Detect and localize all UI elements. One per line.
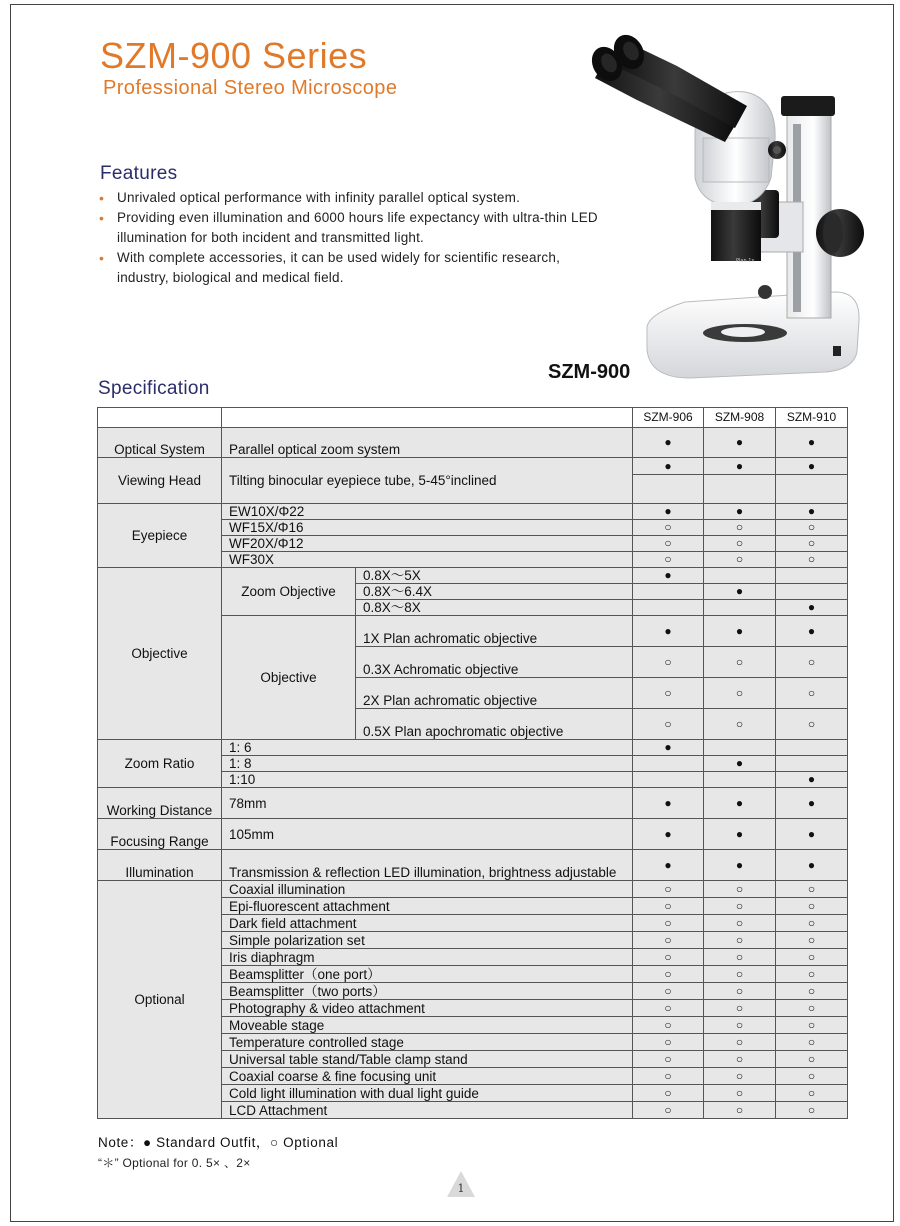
page-number-badge (446, 1170, 476, 1198)
subcategory-cell: Objective (222, 616, 356, 740)
lens-text: Plan 1x (736, 258, 755, 264)
model-header: SZM-910 (776, 408, 848, 428)
mark-cell: ● (704, 428, 776, 458)
mark-cell: ● (776, 616, 848, 647)
mark-cell: ○ (776, 949, 848, 966)
mark-cell (704, 772, 776, 788)
mark-cell: ○ (704, 1034, 776, 1051)
mark-cell: ○ (633, 647, 704, 678)
mark-cell (776, 740, 848, 756)
mark-cell: ○ (633, 983, 704, 1000)
mark-cell: ○ (776, 898, 848, 915)
mark-cell: ○ (776, 1000, 848, 1017)
mark-cell: ○ (633, 966, 704, 983)
mark-cell: ○ (633, 949, 704, 966)
item-cell: 0.8X～8X (356, 600, 633, 616)
mark-cell (704, 740, 776, 756)
mark-cell (776, 568, 848, 584)
bullet-icon: • (99, 210, 105, 226)
item-cell: 78mm (222, 788, 633, 819)
mark-cell: ○ (776, 520, 848, 536)
mark-cell (633, 756, 704, 772)
mark-cell: ● (704, 756, 776, 772)
model-header: SZM-906 (633, 408, 704, 428)
mark-cell (776, 756, 848, 772)
mark-cell: ○ (633, 881, 704, 898)
mark-cell: ○ (704, 983, 776, 1000)
item-cell: LCD Attachment (222, 1102, 633, 1119)
item-cell: Photography & video attachment (222, 1000, 633, 1017)
specification-table (97, 407, 848, 1119)
header-blank-cell (222, 408, 633, 428)
page-subtitle: Professional Stereo Microscope (103, 77, 398, 99)
mark-cell (633, 475, 704, 504)
mark-cell: ○ (704, 966, 776, 983)
category-cell: Optical System (98, 428, 222, 458)
category-cell: Zoom Ratio (98, 740, 222, 788)
mark-cell: ● (633, 504, 704, 520)
item-cell: WF20X/Φ12 (222, 536, 633, 552)
item-cell: WF30X (222, 552, 633, 568)
mark-cell: ● (704, 850, 776, 881)
mark-cell: ○ (633, 1034, 704, 1051)
table-row (98, 850, 848, 881)
mark-cell: ○ (704, 678, 776, 709)
mark-cell: ● (633, 819, 704, 850)
mark-cell: ● (776, 819, 848, 850)
mark-cell: ● (633, 428, 704, 458)
table-row (98, 568, 848, 584)
mark-cell: ○ (776, 966, 848, 983)
mark-cell: ● (633, 568, 704, 584)
category-cell: Optional (98, 881, 222, 1119)
mark-cell: ○ (776, 881, 848, 898)
mark-cell: ○ (633, 709, 704, 740)
mark-cell: ○ (704, 915, 776, 932)
mark-cell: ○ (704, 949, 776, 966)
mark-cell: ○ (704, 536, 776, 552)
mark-cell: ● (704, 504, 776, 520)
mark-cell: ○ (704, 1085, 776, 1102)
mark-cell: ● (776, 600, 848, 616)
table-row (98, 504, 848, 520)
mark-cell: ○ (633, 552, 704, 568)
mark-cell: ○ (776, 1051, 848, 1068)
mark-cell: ○ (776, 983, 848, 1000)
mark-cell: ○ (704, 1000, 776, 1017)
mark-cell: ● (704, 819, 776, 850)
mark-cell (776, 475, 848, 504)
mark-cell (633, 584, 704, 600)
mark-cell: ○ (776, 915, 848, 932)
feature-text: Unrivaled optical performance with infinity parallel optical system. (117, 190, 521, 205)
item-cell: Coaxial coarse & fine focusing unit (222, 1068, 633, 1085)
item-cell: Dark field attachment (222, 915, 633, 932)
table-row (98, 428, 848, 458)
subcategory-cell: Zoom Objective (222, 568, 356, 616)
mark-cell: ● (776, 458, 848, 475)
mark-cell: ○ (704, 647, 776, 678)
item-cell: Tilting binocular eyepiece tube, 5-45°inclined (222, 458, 633, 504)
mark-cell (633, 772, 704, 788)
feature-item (98, 248, 598, 288)
item-cell: Cold light illumination with dual light guide (222, 1085, 633, 1102)
mark-cell: ○ (776, 1085, 848, 1102)
item-cell: 1: 8 (222, 756, 633, 772)
mark-cell: ● (704, 788, 776, 819)
mark-cell: ○ (704, 898, 776, 915)
page-number: 1 (457, 1182, 465, 1195)
mark-cell: ○ (704, 520, 776, 536)
item-cell: Epi-fluorescent attachment (222, 898, 633, 915)
item-cell: Beamsplitter（one port） (222, 966, 633, 983)
mark-cell: ● (776, 772, 848, 788)
item-cell: Moveable stage (222, 1017, 633, 1034)
mark-cell: ○ (633, 898, 704, 915)
mark-cell: ● (704, 616, 776, 647)
mark-cell: ● (633, 850, 704, 881)
feature-text: Providing even illumination and 6000 hours life expectancy with ultra-thin LED illumination for both incident and transmitted light. (117, 210, 598, 245)
page-title: SZM-900 Series (100, 35, 368, 76)
model-label: SZM-900 (548, 361, 631, 383)
mark-cell: ○ (633, 1085, 704, 1102)
mark-cell: ○ (704, 1102, 776, 1119)
mark-cell: ○ (633, 1102, 704, 1119)
category-cell: Viewing Head (98, 458, 222, 504)
item-cell: EW10X/Φ22 (222, 504, 633, 520)
mark-cell: ● (633, 788, 704, 819)
table-row (98, 788, 848, 819)
feature-item (98, 188, 598, 208)
mark-cell (704, 600, 776, 616)
mark-cell: ○ (704, 552, 776, 568)
item-cell: 2X Plan achromatic objective (356, 678, 633, 709)
item-cell: 1X Plan achromatic objective (356, 616, 633, 647)
mark-cell: ● (633, 616, 704, 647)
mark-cell: ● (633, 458, 704, 475)
category-cell: Eyepiece (98, 504, 222, 568)
item-cell: WF15X/Φ16 (222, 520, 633, 536)
item-cell: 1:10 (222, 772, 633, 788)
model-header: SZM-908 (704, 408, 776, 428)
legend-note: Note：● Standard Outfit，○ Optional (98, 1135, 339, 1150)
mark-cell: ○ (704, 881, 776, 898)
mark-cell: ● (633, 740, 704, 756)
item-cell: Parallel optical zoom system (222, 428, 633, 458)
mark-cell: ○ (704, 1068, 776, 1085)
mark-cell: ○ (704, 709, 776, 740)
item-cell: 0.8X～6.4X (356, 584, 633, 600)
mark-cell: ● (776, 788, 848, 819)
table-header-row (98, 408, 848, 428)
mark-cell: ○ (633, 1068, 704, 1085)
header-blank-cell (98, 408, 222, 428)
mark-cell: ○ (776, 1102, 848, 1119)
item-cell: 0.8X～5X (356, 568, 633, 584)
bullet-icon: • (99, 250, 105, 266)
mark-cell: ● (776, 504, 848, 520)
feature-item (98, 208, 598, 248)
mark-cell: ○ (776, 678, 848, 709)
category-cell: Focusing Range (98, 819, 222, 850)
mark-cell: ● (776, 850, 848, 881)
mark-cell: ○ (633, 520, 704, 536)
mark-cell: ○ (776, 647, 848, 678)
mark-cell: ○ (633, 915, 704, 932)
mark-cell: ○ (776, 709, 848, 740)
mark-cell: ○ (633, 1000, 704, 1017)
item-cell: Temperature controlled stage (222, 1034, 633, 1051)
category-cell: Working Distance (98, 788, 222, 819)
mark-cell: ● (776, 428, 848, 458)
category-cell: Illumination (98, 850, 222, 881)
mark-cell (776, 584, 848, 600)
mark-cell: ○ (776, 552, 848, 568)
specification-heading: Specification (98, 378, 210, 399)
table-row (98, 458, 848, 475)
mark-cell: ○ (633, 536, 704, 552)
item-cell: 1: 6 (222, 740, 633, 756)
footnote: “＊” Optional for 0. 5× 、2× (98, 1156, 251, 1170)
table-row (98, 740, 848, 756)
mark-cell: ○ (776, 1068, 848, 1085)
mark-cell: ● (704, 458, 776, 475)
mark-cell: ○ (704, 932, 776, 949)
mark-cell: ○ (704, 1051, 776, 1068)
mark-cell: ○ (704, 1017, 776, 1034)
category-cell: Objective (98, 568, 222, 740)
mark-cell: ○ (776, 932, 848, 949)
mark-cell (633, 600, 704, 616)
mark-cell: ○ (633, 1017, 704, 1034)
features-heading: Features (100, 163, 178, 184)
mark-cell: ○ (633, 932, 704, 949)
feature-text: With complete accessories, it can be used widely for scientific research, industry, biological and medical field. (117, 250, 561, 285)
mark-cell: ○ (633, 1051, 704, 1068)
mark-cell: ○ (633, 678, 704, 709)
mark-cell: ● (704, 584, 776, 600)
item-cell: Transmission & reflection LED illumination, brightness adjustable (222, 850, 633, 881)
item-cell: 0.3X Achromatic objective (356, 647, 633, 678)
table-row (98, 881, 848, 898)
mark-cell: ○ (776, 536, 848, 552)
item-cell: 0.5X Plan apochromatic objective (356, 709, 633, 740)
item-cell: Simple polarization set (222, 932, 633, 949)
item-cell: 105mm (222, 819, 633, 850)
stereo-microscope-image (585, 30, 870, 400)
features-list (98, 188, 598, 288)
mark-cell: ○ (776, 1034, 848, 1051)
mark-cell (704, 475, 776, 504)
item-cell: Coaxial illumination (222, 881, 633, 898)
table-row (98, 819, 848, 850)
mark-cell (704, 568, 776, 584)
item-cell: Beamsplitter（two ports） (222, 983, 633, 1000)
item-cell: Universal table stand/Table clamp stand (222, 1051, 633, 1068)
bullet-icon: • (99, 190, 105, 206)
mark-cell: ○ (776, 1017, 848, 1034)
item-cell: Iris diaphragm (222, 949, 633, 966)
